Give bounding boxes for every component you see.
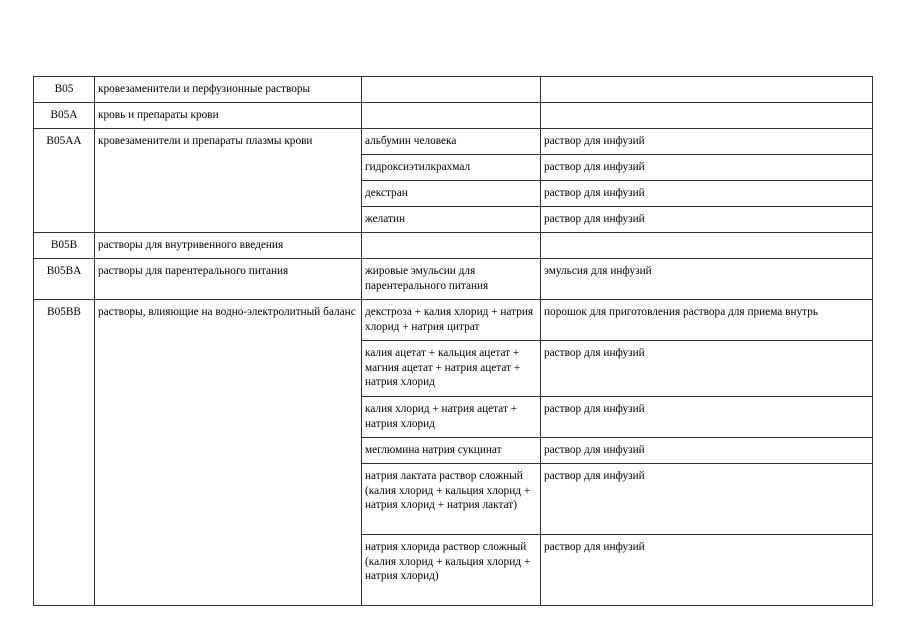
substance-name: альбумин человека (362, 129, 541, 155)
atc-code: B05 (34, 77, 95, 103)
dosage-form: раствор для инфузий (541, 129, 873, 155)
dosage-form: раствор для инфузий (541, 535, 873, 606)
dosage-form: раствор для инфузий (541, 464, 873, 535)
substance-name: меглюмина натрия сукцинат (362, 438, 541, 464)
table-row (34, 233, 873, 259)
substance-name (362, 77, 541, 103)
substance-name: желатин (362, 207, 541, 233)
group-name: кровь и препараты крови (95, 103, 362, 129)
table-row (34, 77, 873, 103)
substance-name: жировые эмульсии для парентерального питания (362, 259, 541, 300)
dosage-form: раствор для инфузий (541, 207, 873, 233)
group-name: кровезаменители и препараты плазмы крови (95, 129, 362, 233)
dosage-form: раствор для инфузий (541, 341, 873, 397)
dosage-form: раствор для инфузий (541, 397, 873, 438)
table-row (34, 129, 873, 155)
atc-code: B05AA (34, 129, 95, 233)
group-name: растворы для парентерального питания (95, 259, 362, 300)
substance-name: гидроксиэтилкрахмал (362, 155, 541, 181)
atc-code: B05BA (34, 259, 95, 300)
dosage-form (541, 103, 873, 129)
substance-name: декстран (362, 181, 541, 207)
substance-name (362, 233, 541, 259)
dosage-form: эмульсия для инфузий (541, 259, 873, 300)
group-name: растворы, влияющие на водно-электролитный баланс (95, 300, 362, 606)
dosage-form: раствор для инфузий (541, 155, 873, 181)
dosage-form: раствор для инфузий (541, 438, 873, 464)
substance-name: натрия хлорида раствор сложный (калия хлорид + кальция хлорид + натрия хлорид) (362, 535, 541, 606)
substance-name: калия хлорид + натрия ацетат + натрия хлорид (362, 397, 541, 438)
table-row (34, 103, 873, 129)
substance-name: декстроза + калия хлорид + натрия хлорид + натрия цитрат (362, 300, 541, 341)
atc-code: B05BB (34, 300, 95, 606)
table-row (34, 300, 873, 341)
dosage-form (541, 233, 873, 259)
atc-code: B05A (34, 103, 95, 129)
dosage-form: раствор для инфузий (541, 181, 873, 207)
substance-name (362, 103, 541, 129)
substance-name: калия ацетат + кальция ацетат + магния ацетат + натрия ацетат + натрия хлорид (362, 341, 541, 397)
substance-name: натрия лактата раствор сложный (калия хлорид + кальция хлорид + натрия хлорид + натрия лактат) (362, 464, 541, 535)
group-name: растворы для внутривенного введения (95, 233, 362, 259)
table-row (34, 259, 873, 300)
dosage-form: порошок для приготовления раствора для приема внутрь (541, 300, 873, 341)
group-name: кровезаменители и перфузионные растворы (95, 77, 362, 103)
dosage-form (541, 77, 873, 103)
drug-classification-table (33, 76, 873, 606)
atc-code: B05B (34, 233, 95, 259)
